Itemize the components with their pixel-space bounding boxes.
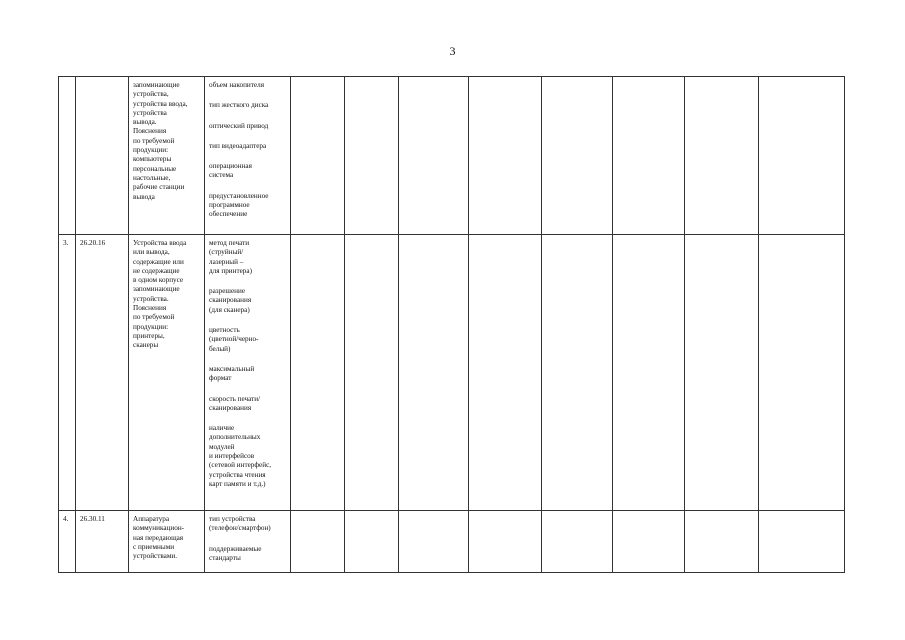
empty-cell [399, 511, 469, 573]
requirements-table [58, 76, 845, 573]
empty-cell [345, 77, 399, 235]
page-number: 3 [449, 44, 456, 58]
table-row [59, 511, 845, 573]
table-row [59, 235, 845, 511]
empty-cell [685, 511, 759, 573]
empty-cell [399, 77, 469, 235]
empty-cell [469, 77, 542, 235]
characteristic-item: операционная система [209, 162, 252, 180]
empty-cell [291, 77, 345, 235]
characteristic-item: тип видеоадаптера [209, 141, 267, 150]
okpd-code-cell: 26.20.16 [76, 235, 129, 511]
empty-cell [759, 77, 845, 235]
characteristics-cell [205, 77, 291, 235]
empty-cell [291, 235, 345, 511]
characteristic-item: метод печати (струйный/ лазерный – для принтера) [209, 239, 252, 275]
characteristics-cell [205, 235, 291, 511]
okpd-code-cell [76, 77, 129, 235]
empty-cell [759, 511, 845, 573]
product-name-cell: запоминающие устройства, устройства ввода, устройства вывода. Пояснения по требуемой продукции: компьютеры персональные настольные, рабочие станции вывода [129, 77, 205, 235]
okpd-code-cell: 26.30.11 [76, 511, 129, 573]
empty-cell [345, 235, 399, 511]
characteristics-cell [205, 511, 291, 573]
characteristic-item: оптический привод [209, 121, 269, 130]
characteristic-item: максимальный формат [209, 364, 255, 383]
product-name-cell: Аппаратура коммуникацион- ная передающая с приемными устройствами. [129, 511, 205, 573]
empty-cell [345, 511, 399, 573]
empty-cell [469, 511, 542, 573]
characteristic-item: объем накопителя [209, 81, 264, 89]
row-number-cell [59, 77, 76, 235]
empty-cell [399, 235, 469, 511]
characteristic-item: наличие дополнительных модулей и интерфейсов (сетевой интерфейс, устройства чтения карт памяти и т.д.) [209, 424, 272, 488]
product-name-cell: Устройства ввода или вывода, содержащие или не содержащие в одном корпусе запоминающие устройства. Пояснения по требуемой продукции: принтеры, сканеры [129, 235, 205, 511]
empty-cell [613, 235, 685, 511]
characteristic-item: скорость печати/ сканирования [209, 394, 261, 412]
empty-cell [613, 511, 685, 573]
empty-cell [542, 511, 613, 573]
empty-cell [759, 235, 845, 511]
table-row [59, 77, 845, 235]
characteristic-item: цветность (цветной/черно- белый) [209, 326, 259, 353]
characteristic-item: разрешение сканирования (для сканера) [209, 287, 252, 314]
empty-cell [542, 77, 613, 235]
empty-cell [542, 235, 613, 511]
row-number-cell: 3. [59, 235, 76, 511]
row-number-cell: 4. [59, 511, 76, 573]
characteristic-item: тип жесткого диска [209, 101, 269, 110]
characteristic-item: предустановленное программное обеспечение [209, 191, 269, 219]
characteristic-item: поддерживаемые стандарты [209, 544, 262, 562]
empty-cell [469, 235, 542, 511]
empty-cell [291, 511, 345, 573]
empty-cell [613, 77, 685, 235]
empty-cell [685, 77, 759, 235]
characteristic-item: тип устройства (телефон/смартфон) [209, 515, 271, 533]
empty-cell [685, 235, 759, 511]
